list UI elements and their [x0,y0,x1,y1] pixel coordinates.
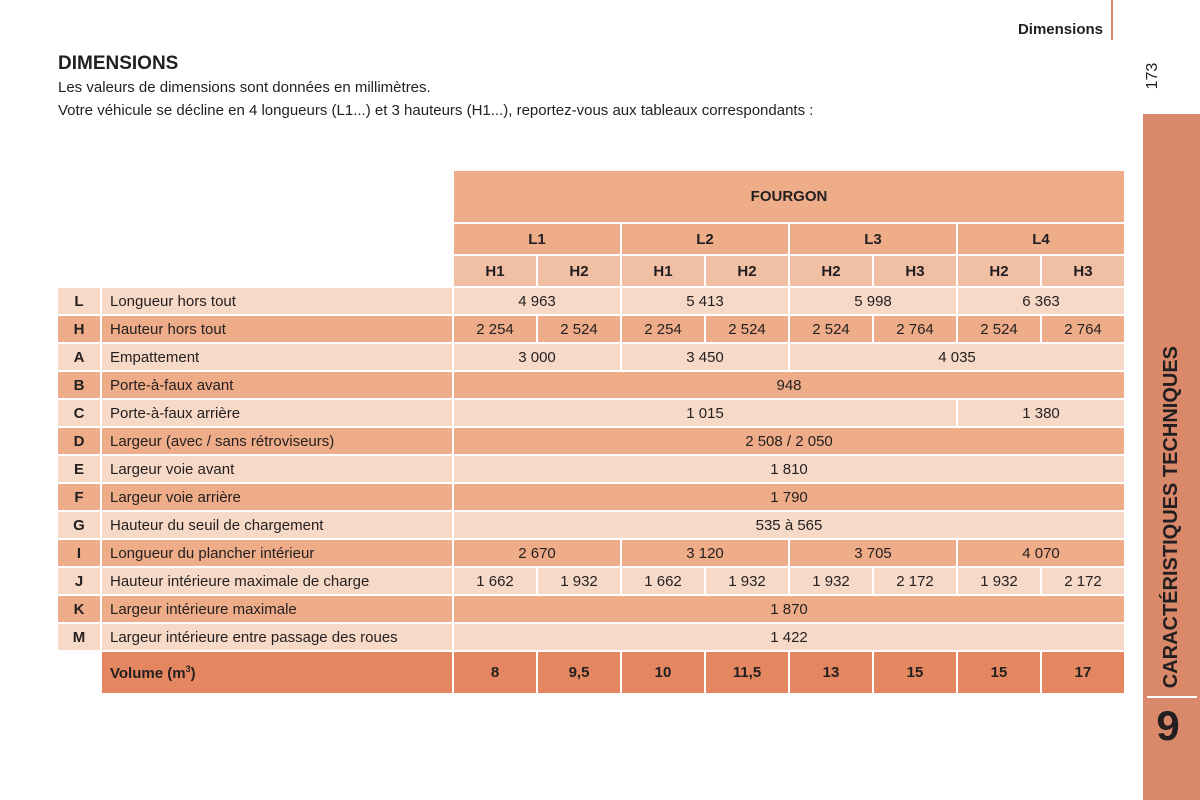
group-header-row [58,171,1124,222]
table-cell: 2 524 [790,316,872,342]
row-letter: I [58,540,100,566]
table-cell: 5 413 [622,288,788,314]
row-letter: L [58,288,100,314]
height-header: H2 [790,256,872,286]
row-label: Porte-à-faux avant [102,372,452,398]
row-label: Porte-à-faux arrière [102,400,452,426]
row-letter: H [58,316,100,342]
height-header-row [58,256,1124,286]
table-cell: 2 172 [1042,568,1124,594]
row-label: Hauteur du seuil de chargement [102,512,452,538]
table-cell: 1 810 [454,456,1124,482]
table-cell: 1 422 [454,624,1124,650]
table-row [58,456,1124,482]
row-letter: B [58,372,100,398]
table-row [58,288,1124,314]
row-label: Empattement [102,344,452,370]
row-label: Largeur voie arrière [102,484,452,510]
table-cell: 2 764 [874,316,956,342]
volume-row [58,652,1124,693]
row-letter: A [58,344,100,370]
volume-spacer [58,652,100,693]
row-label: Hauteur hors tout [102,316,452,342]
row-label: Hauteur intérieure maximale de charge [102,568,452,594]
chapter-number: 9 [1156,702,1180,749]
row-letter: F [58,484,100,510]
row-letter: E [58,456,100,482]
row-letter: J [58,568,100,594]
height-header: H2 [706,256,788,286]
header-spacer [58,224,452,254]
volume-cell: 15 [958,652,1040,693]
length-header-l3: L3 [790,224,956,254]
length-header-l4: L4 [958,224,1124,254]
table-cell: 6 363 [958,288,1124,314]
row-letter: M [58,624,100,650]
header-spacer [58,171,452,222]
header-spacer [58,256,452,286]
table-cell: 2 172 [874,568,956,594]
table-cell: 948 [454,372,1124,398]
volume-cell: 13 [790,652,872,693]
table-cell: 1 932 [958,568,1040,594]
table-cell: 1 932 [706,568,788,594]
table-row [58,540,1124,566]
chapter-title: CARACTÉRISTIQUES TECHNIQUES [1160,345,1182,688]
row-label: Longueur hors tout [102,288,452,314]
table-cell: 1 790 [454,484,1124,510]
table-cell: 3 450 [622,344,788,370]
table-cell: 2 254 [454,316,536,342]
dimensions-table [56,169,1126,695]
header-rule [1111,0,1113,40]
chapter-title-container [1143,114,1200,694]
table-cell: 3 705 [790,540,956,566]
table-cell: 535 à 565 [454,512,1124,538]
table-row [58,512,1124,538]
row-label: Largeur voie avant [102,456,452,482]
height-header: H1 [454,256,536,286]
height-header: H2 [958,256,1040,286]
table-cell: 2 670 [454,540,620,566]
table-row [58,484,1124,510]
table-cell: 1 932 [538,568,620,594]
table-cell: 4 035 [790,344,1124,370]
row-label: Longueur du plancher intérieur [102,540,452,566]
length-header-row [58,224,1124,254]
table-cell: 2 508 / 2 050 [454,428,1124,454]
table-cell: 5 998 [790,288,956,314]
table-cell: 4 963 [454,288,620,314]
height-header: H3 [1042,256,1124,286]
table-row [58,372,1124,398]
table-cell: 1 870 [454,596,1124,622]
table-cell: 2 764 [1042,316,1124,342]
volume-cell: 17 [1042,652,1124,693]
table-row [58,596,1124,622]
table-cell: 1 380 [958,400,1124,426]
volume-label [102,652,452,693]
table-cell: 2 254 [622,316,704,342]
row-label: Largeur intérieure entre passage des roues [102,624,452,650]
table-row [58,400,1124,426]
table-row [58,624,1124,650]
row-letter: D [58,428,100,454]
height-header: H1 [622,256,704,286]
table-cell: 3 120 [622,540,788,566]
volume-cell: 8 [454,652,536,693]
volume-cell: 10 [622,652,704,693]
row-letter: C [58,400,100,426]
table-cell: 2 524 [538,316,620,342]
table-cell: 4 070 [958,540,1124,566]
group-header-fourgon: FOURGON [454,171,1124,222]
row-letter: K [58,596,100,622]
row-letter: G [58,512,100,538]
table-cell: 1 662 [454,568,536,594]
length-header-l1: L1 [454,224,620,254]
table-cell: 2 524 [706,316,788,342]
table-row [58,344,1124,370]
section-title: DIMENSIONS [58,53,179,74]
volume-cell: 15 [874,652,956,693]
table-cell: 1 015 [454,400,956,426]
table-cell: 2 524 [958,316,1040,342]
volume-cell: 11,5 [706,652,788,693]
intro-text-units: Les valeurs de dimensions sont données en millimètres. [58,79,431,96]
table-cell: 3 000 [454,344,620,370]
row-label: Largeur (avec / sans rétroviseurs) [102,428,452,454]
intro-text-variants: Votre véhicule se décline en 4 longueurs (L1...) et 3 hauteurs (H1...), reportez-vous aux tableaux correspondants : [58,102,814,119]
volume-cell: 9,5 [538,652,620,693]
height-header: H2 [538,256,620,286]
volume-label-end: ) [190,664,196,682]
chapter-rule [1147,696,1197,698]
volume-label-exponent: 3 [185,663,191,674]
running-header-title: Dimensions [1017,21,1103,38]
table-cell: 1 932 [790,568,872,594]
length-header-l2: L2 [622,224,788,254]
table-cell: 1 662 [622,568,704,594]
volume-label-text: Volume (m [110,664,186,682]
table-row [58,568,1124,594]
page-number: 173 [1144,62,1161,90]
table-row [58,316,1124,342]
row-label: Largeur intérieure maximale [102,596,452,622]
table-row [58,428,1124,454]
height-header: H3 [874,256,956,286]
